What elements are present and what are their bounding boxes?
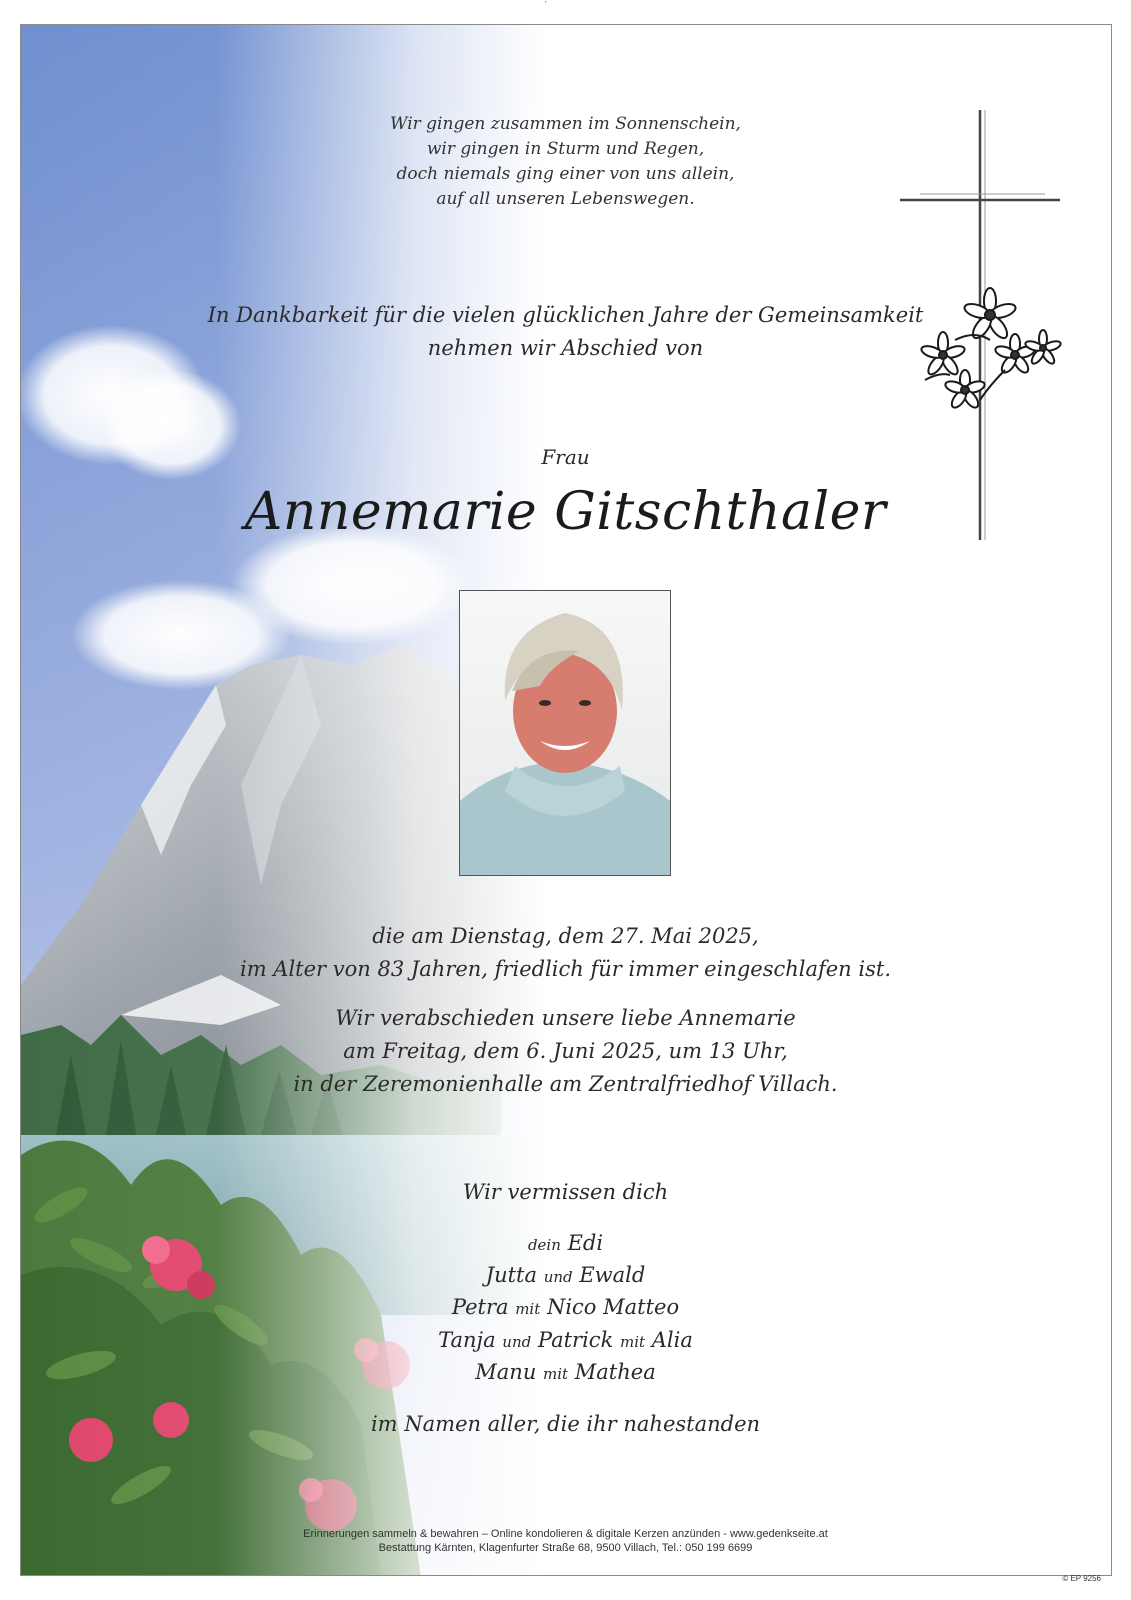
mourner-connector: dein <box>527 1236 561 1254</box>
mourner-name: Petra <box>451 1295 509 1319</box>
intro-line-1: In Dankbarkeit für die vielen glücklichen Jahre der Gemeinsamkeit <box>207 303 924 327</box>
funeral-line-1: Wir verabschieden unsere liebe Annemarie <box>335 1006 796 1030</box>
mourner-name: Mathea <box>574 1360 656 1384</box>
top-mark: ' <box>545 0 547 9</box>
mourner-name: Ewald <box>579 1263 646 1287</box>
mourner-connector: mit <box>543 1365 569 1383</box>
mourner-name: Tanja <box>438 1328 496 1352</box>
mourner-name: Patrick <box>537 1328 614 1352</box>
mourner-name: Jutta <box>485 1263 538 1287</box>
footer-line-1: Erinnerungen sammeln & bewahren – Online kondolieren & digitale Kerzen anzünden - www.gedenkseite.at <box>303 1528 828 1540</box>
deceased-name: Annemarie Gitschthaler <box>244 482 887 542</box>
mourners-row <box>0 1328 1131 1352</box>
mourners-row <box>0 1360 1131 1384</box>
mourner-connector: mit <box>619 1333 646 1351</box>
mourner-name: Alia <box>651 1328 693 1352</box>
mourners-row <box>0 1231 1131 1255</box>
copyright-mark: © EP 9256 <box>1062 1574 1101 1583</box>
intro-line-2: nehmen wir Abschied von <box>427 336 704 360</box>
funeral-line-2: am Freitag, dem 6. Juni 2025, um 13 Uhr, <box>343 1039 788 1063</box>
poem-line-3: doch niemals ging einer von uns allein, <box>396 164 735 184</box>
mourner-name: Nico Matteo <box>546 1295 680 1319</box>
poem-line-1: Wir gingen zusammen im Sonnenschein, <box>390 114 741 134</box>
mourner-connector: und <box>502 1333 532 1351</box>
poem-line-4: auf all unseren Lebenswegen. <box>436 189 695 209</box>
death-date-line: die am Dienstag, dem 27. Mai 2025, <box>372 924 759 948</box>
mourner-connector: mit <box>515 1300 541 1318</box>
mourners-row <box>0 1263 1131 1287</box>
death-age-line: im Alter von 83 Jahren, friedlich für immer eingeschlafen ist. <box>239 957 891 981</box>
mourners-closing: im Namen aller, die ihr nahestanden <box>370 1412 761 1436</box>
mourner-name: Edi <box>567 1231 604 1255</box>
mourners-heading: Wir vermissen dich <box>462 1180 669 1204</box>
mourner-name: Manu <box>475 1360 537 1384</box>
mourners-row <box>0 1295 1131 1319</box>
poem-line-2: wir gingen in Sturm und Regen, <box>426 139 705 159</box>
funeral-line-3: in der Zeremonienhalle am Zentralfriedhof Villach. <box>293 1072 838 1096</box>
mourner-connector: und <box>543 1268 573 1286</box>
honorific: Frau <box>541 445 590 469</box>
footer-line-2: Bestattung Kärnten, Klagenfurter Straße 68, 9500 Villach, Tel.: 050 199 6699 <box>378 1542 753 1554</box>
